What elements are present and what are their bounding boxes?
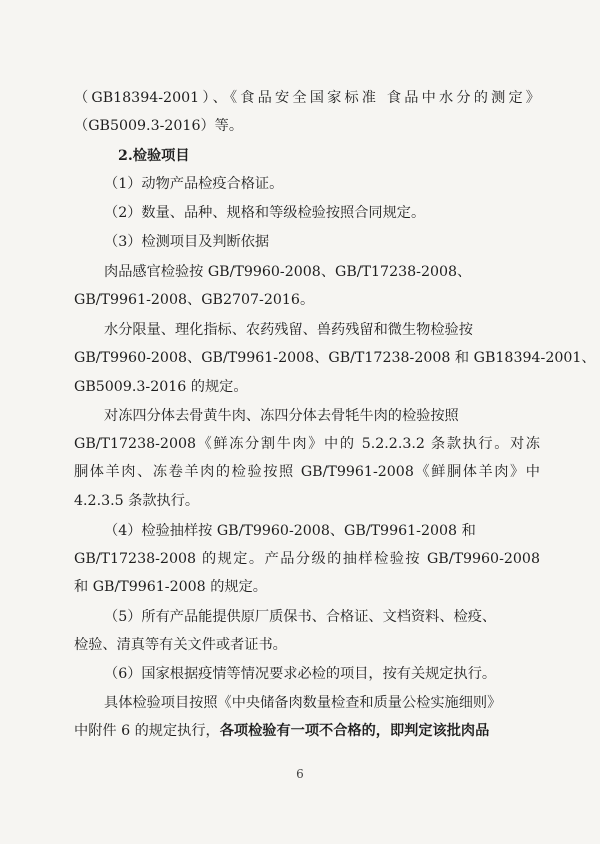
text-line: GB5009.3-2016 的规定。 [74,379,248,395]
text-line: （1）动物产品检疫合格证。 [104,176,284,192]
text-line: GB/T9961-2008、GB2707-2016。 [74,292,315,308]
text-line: （GB5009.3-2016）等。 [74,118,244,134]
text-line: （4）检验抽样按 GB/T9960-2008、GB/T9961-2008 和 [104,523,476,539]
text-line: 4.2.3.5 条款执行。 [74,493,200,509]
text-line: GB/T17238-2008《鲜冻分割牛肉》中的 5.2.2.3.2 条款执行。对冻 [74,436,540,452]
text-line: 和 GB/T9961-2008 的规定。 [74,579,267,595]
section-heading: 2.检验项目 [118,148,190,164]
text-line: （6）国家根据疫情等情况要求必检的项目，按有关规定执行。 [104,666,497,682]
text-segment: 中附件 6 的规定执行， [74,723,220,739]
text-line: （GB18394-2001）、《食品安全国家标准 食品中水分的测定》 [74,90,540,106]
text-line: （5）所有产品能提供原厂质保书、合格证、文档资料、检疫、 [104,609,497,625]
text-line: 水分限量、理化指标、农药残留、兽药残留和微生物检验按 [104,322,473,338]
page-number: 6 [296,767,304,781]
text-line: （2）数量、品种、规格和等级检验按照合同规定。 [104,205,426,221]
bold-text-segment: 各项检验有一项不合格的，即判定该批肉品 [219,723,490,739]
text-line: 检验、清真等有关文件或者证书。 [74,637,287,653]
text-line: 对冻四分体去骨黄牛肉、冻四分体去骨牦牛肉的检验按照 [104,408,459,424]
text-line: GB/T9960-2008、GB/T9961-2008、GB/T17238-2008 和 GB18394-2001、 [74,350,596,366]
text-line: （3）检测项目及判断依据 [104,234,270,250]
text-line: 胴体羊肉、冻卷羊肉的检验按照 GB/T9961-2008《鲜胴体羊肉》中 [74,464,540,480]
text-line [74,721,489,741]
text-line: GB/T17238-2008 的规定。产品分级的抽样检验按 GB/T9960-2008 [74,551,540,567]
text-line: 肉品感官检验按 GB/T9960-2008、GB/T17238-2008、 [104,264,472,280]
text-line: 具体检验项目按照《中央储备肉数量检查和质量公检实施细则》 [104,695,502,711]
